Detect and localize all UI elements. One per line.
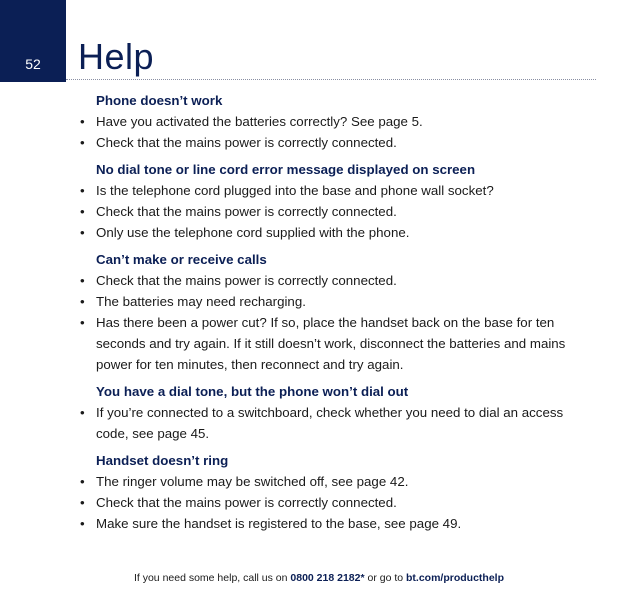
- page-title: Help: [78, 36, 155, 77]
- list-item: • Check that the mains power is correctly connected.: [78, 201, 598, 222]
- section-heading: Phone doesn’t work: [96, 93, 223, 108]
- section-cant-make-calls: [78, 249, 598, 375]
- section-heading: You have a dial tone, but the phone won’t dial out: [96, 384, 409, 399]
- list-item: • Have you activated the batteries correctly? See page 5.: [78, 111, 598, 132]
- bullet-list: [78, 180, 598, 243]
- page-number: 52: [25, 56, 41, 72]
- section-phone-doesnt-work: [78, 90, 598, 153]
- list-item: • The batteries may need recharging.: [78, 291, 598, 312]
- section-heading: Can’t make or receive calls: [96, 252, 267, 267]
- list-item: • Make sure the handset is registered to the base, see page 49.: [78, 513, 598, 534]
- section-heading: No dial tone or line cord error message displayed on screen: [96, 162, 476, 177]
- footer-help-line: [0, 572, 638, 584]
- list-item: • Check that the mains power is correctly connected.: [78, 270, 598, 291]
- footer-text: or go to: [364, 572, 407, 584]
- list-item: • Has there been a power cut? If so, place the handset back on the base for ten seconds and try again. If it still doesn’t work, disconnect the batteries and mains power for ten minutes, then reconnect and try again.: [78, 312, 598, 375]
- section-handset-doesnt-ring: [78, 450, 598, 534]
- list-item: • Check that the mains power is correctly connected.: [78, 132, 598, 153]
- list-item: • Is the telephone cord plugged into the base and phone wall socket?: [78, 180, 598, 201]
- list-item: • If you’re connected to a switchboard, check whether you need to dial an access code, see page 45.: [78, 402, 598, 444]
- bullet-list: [78, 111, 598, 153]
- section-heading: Handset doesn’t ring: [96, 453, 229, 468]
- section-no-dial-tone: [78, 159, 598, 243]
- list-item: • Only use the telephone cord supplied with the phone.: [78, 222, 598, 243]
- list-item: • Check that the mains power is correctly connected.: [78, 492, 598, 513]
- bullet-list: [78, 270, 598, 375]
- footer-url-link[interactable]: bt.com/producthelp: [406, 572, 505, 584]
- footer-phone-number: 0800 218 2182*: [290, 572, 365, 584]
- title-divider: [66, 79, 596, 80]
- footer-text: If you need some help, call us on: [133, 572, 291, 584]
- bullet-list: [78, 471, 598, 534]
- list-item: • The ringer volume may be switched off, see page 42.: [78, 471, 598, 492]
- page-number-tab: [0, 0, 66, 82]
- section-wont-dial-out: [78, 381, 598, 444]
- help-content: [78, 90, 598, 540]
- bullet-list: [78, 402, 598, 444]
